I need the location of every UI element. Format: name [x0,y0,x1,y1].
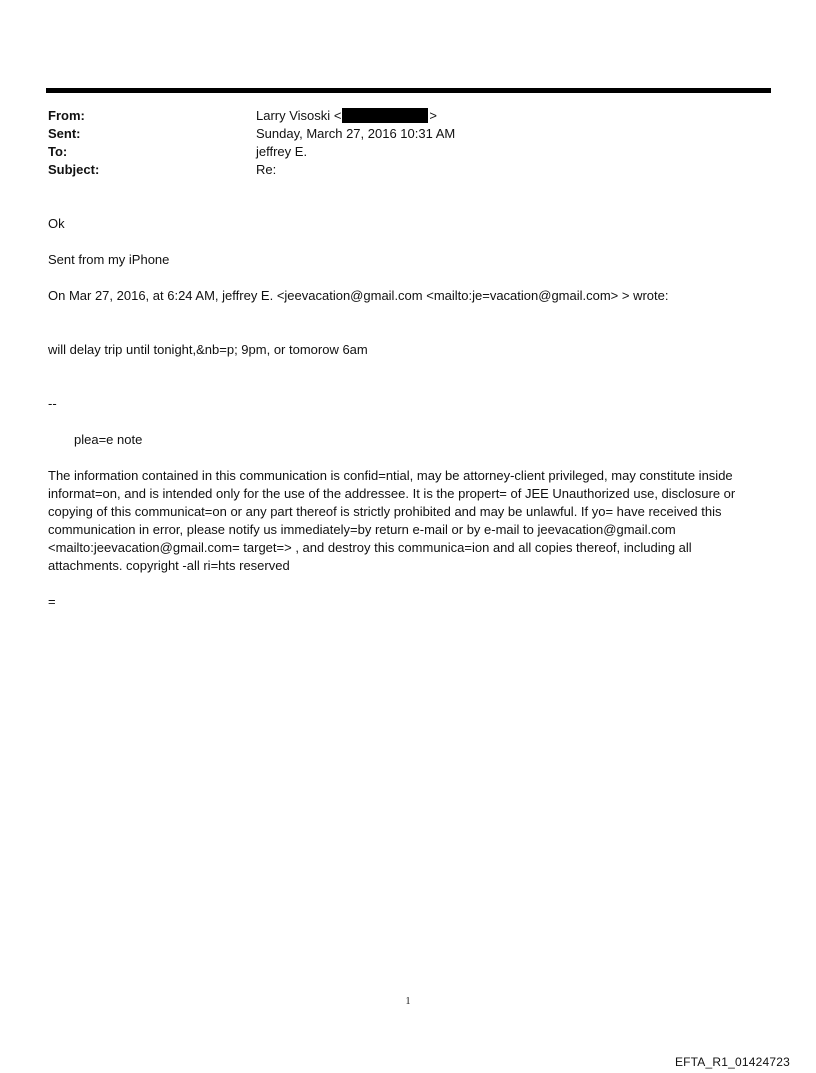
to-value: jeffrey E. [256,144,308,159]
from-row [48,107,768,125]
sent-label: Sent: [48,126,81,141]
from-value [256,107,768,125]
separator-text: -- [48,396,57,411]
reply-text: Ok [48,216,65,231]
from-label: From: [48,108,85,123]
quoted-message: will delay trip until tonight,&nb=p; 9pm, or tomorow 6am [48,342,368,357]
to-row [48,143,768,161]
email-header [48,107,768,179]
from-bracket-open: < [333,108,342,123]
trailer-text: = [48,594,56,609]
sent-row [48,125,768,143]
document-id: EFTA_R1_01424723 [674,1055,790,1069]
from-name: Larry Visoski [256,108,331,123]
quote-intro: On Mar 27, 2016, at 6:24 AM, jeffrey E. <jeevacation@gmail.com <mailto:je=vacation@gmail.com> > wrote: [48,288,669,303]
sent-value: Sunday, March 27, 2016 10:31 AM [256,126,456,141]
to-label: To: [48,144,68,159]
disclaimer-text: The information contained in this communication is confid=ntial, may be attorney-client privileged, may constitute inside informat=on, and is intended only for the use of the addressee. It is the propert= of JEE Unauthorized use, disclosure or copying of this communicat=on or any part thereof is strictly prohibited and may be unlawful. If yo= have received this communication in error, please notify us immediately=by return e-mail or by e-mail to jeevacation@gmail.com <mailto:jeevacation@gmail.com= target=> , and destroy this communica=ion and all copies thereof, including all attachments. copyright -all ri=hts reserved [48,468,736,573]
subject-label: Subject: [48,162,100,177]
header-divider [46,88,771,93]
note-text: plea=e note [74,432,143,447]
redaction-box [342,108,428,123]
from-bracket-close: > [429,108,437,123]
signature-text: Sent from my iPhone [48,252,170,267]
page-number: 1 [405,996,411,1007]
subject-row [48,161,768,179]
subject-value: Re: [256,162,277,177]
